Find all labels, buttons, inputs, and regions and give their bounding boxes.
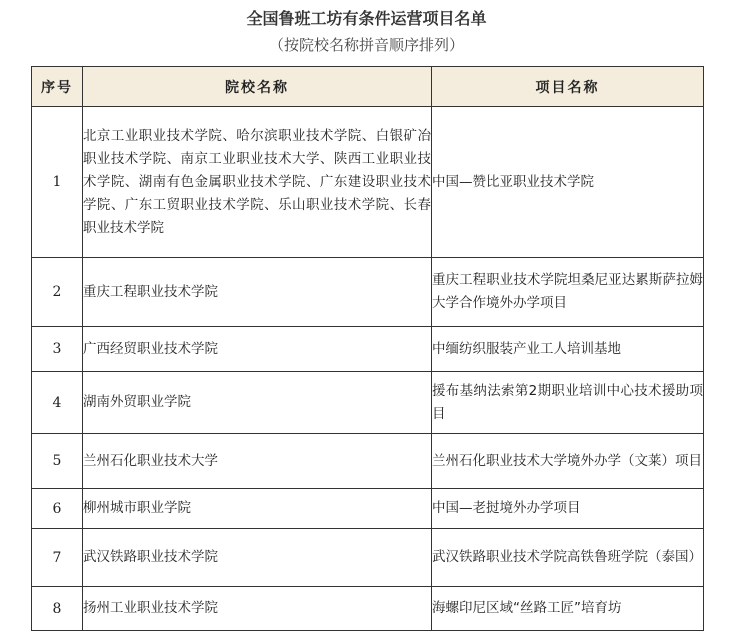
table-row xyxy=(32,107,704,258)
row-index: 2 xyxy=(32,258,83,327)
row-school: 柳州城市职业学院 xyxy=(83,489,432,529)
row-project: 重庆工程职业技术学院坦桑尼亚达累斯萨拉姆大学合作境外办学项目 xyxy=(432,258,704,327)
row-index: 3 xyxy=(32,327,83,372)
column-header-school: 院校名称 xyxy=(83,67,432,107)
row-school: 扬州工业职业技术学院 xyxy=(83,587,432,631)
row-index: 5 xyxy=(32,434,83,489)
row-project: 海螺印尼区域“丝路工匠”培育坊 xyxy=(432,587,704,631)
row-school: 武汉铁路职业技术学院 xyxy=(83,529,432,587)
row-school: 广西经贸职业技术学院 xyxy=(83,327,432,372)
table-row xyxy=(32,529,704,587)
row-index: 7 xyxy=(32,529,83,587)
table-row xyxy=(32,489,704,529)
page-subtitle: （按院校名称拼音顺序排列） xyxy=(268,36,464,54)
row-project: 武汉铁路职业技术学院高铁鲁班学院（泰国） xyxy=(432,529,704,587)
row-school: 湖南外贸职业学院 xyxy=(83,372,432,434)
row-index: 8 xyxy=(32,587,83,631)
row-project: 援布基纳法索第2期职业培训中心技术援助项目 xyxy=(432,372,704,434)
table-row xyxy=(32,372,704,434)
row-index: 4 xyxy=(32,372,83,434)
row-school: 北京工业职业技术学院、哈尔滨职业技术学院、白银矿冶职业技术学院、南京工业职业技术大学、陕西工业职业技术学院、湖南有色金属职业技术学院、广东建设职业技术学院、广东工贸职业技术学院、乐山职业技术学院、长春职业技术学院 xyxy=(83,107,432,258)
column-header-index: 序号 xyxy=(32,67,83,107)
row-project: 中缅纺织服装产业工人培训基地 xyxy=(432,327,704,372)
row-index: 6 xyxy=(32,489,83,529)
row-project: 兰州石化职业技术大学境外办学（文莱）项目 xyxy=(432,434,704,489)
table-row xyxy=(32,258,704,327)
row-school: 重庆工程职业技术学院 xyxy=(83,258,432,327)
row-index: 1 xyxy=(32,107,83,258)
page-title: 全国鲁班工坊有条件运营项目名单 xyxy=(246,9,487,28)
table-row xyxy=(32,434,704,489)
row-school: 兰州石化职业技术大学 xyxy=(83,434,432,489)
row-project: 中国—赞比亚职业技术学院 xyxy=(432,107,704,258)
table-row xyxy=(32,587,704,631)
column-header-project: 项目名称 xyxy=(432,67,704,107)
project-table xyxy=(31,66,704,631)
table-header-row xyxy=(32,67,704,107)
row-project: 中国—老挝境外办学项目 xyxy=(432,489,704,529)
table-row xyxy=(32,327,704,372)
